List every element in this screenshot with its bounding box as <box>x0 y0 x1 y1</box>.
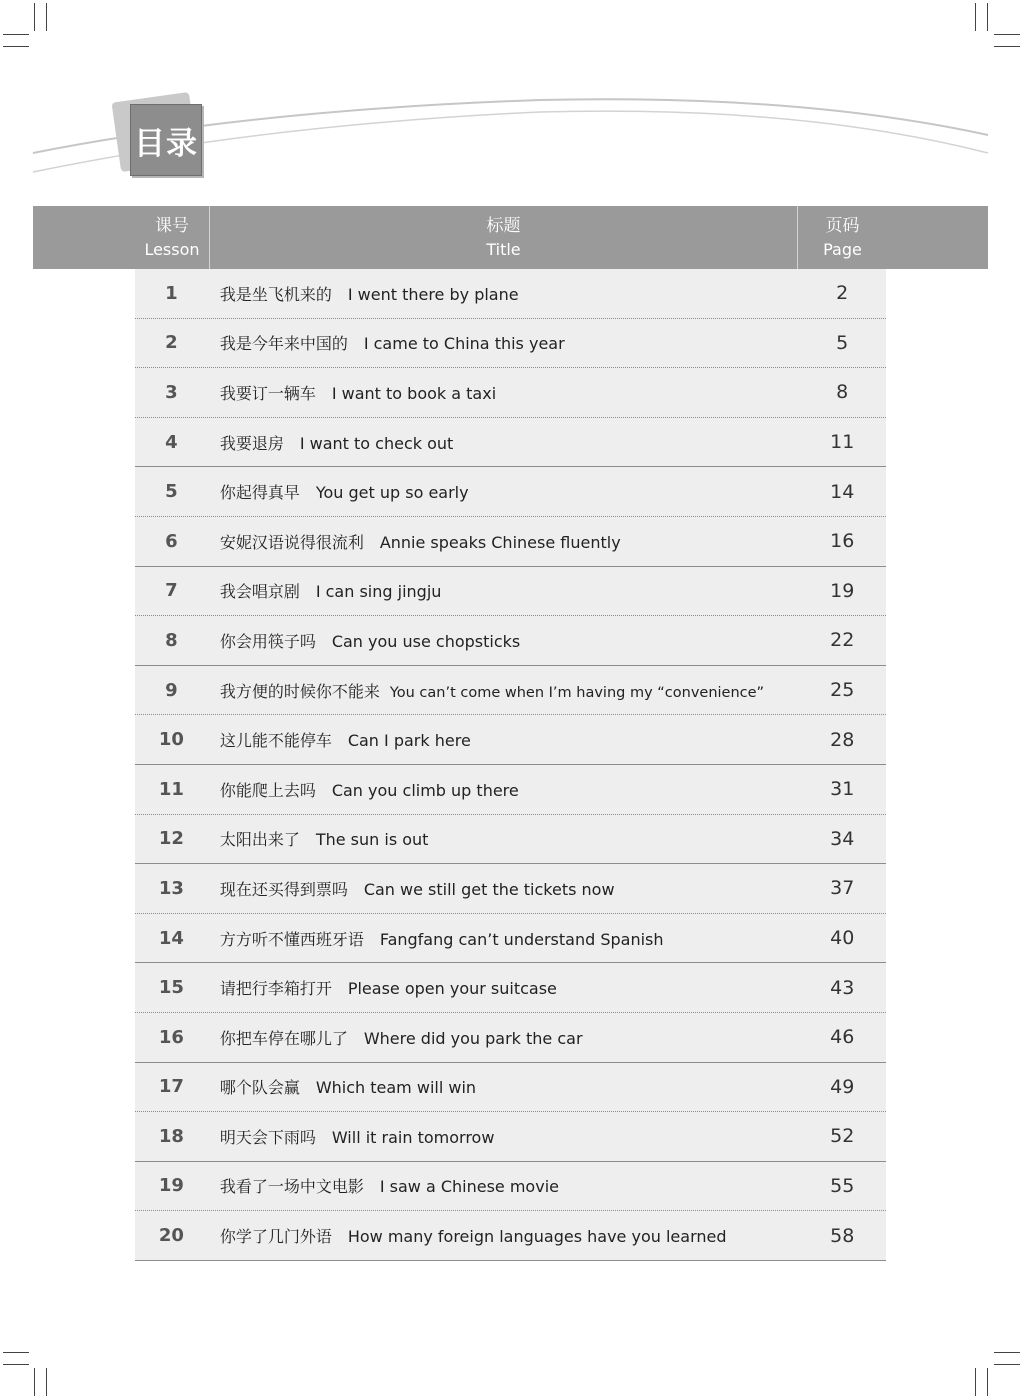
lesson-title-zh: 你起得真早 <box>219 483 300 503</box>
toc-row[interactable] <box>135 666 886 716</box>
toc-row[interactable] <box>135 418 886 468</box>
lesson-title-en: Can you use chopsticks <box>331 631 521 651</box>
lesson-number: 4 <box>165 431 178 453</box>
page-number: 19 <box>830 579 855 602</box>
crop-mark <box>3 1352 29 1353</box>
lesson-title-en: Can you climb up there <box>331 780 519 800</box>
toc-row[interactable] <box>135 765 886 815</box>
column-header-title <box>210 206 797 269</box>
lesson-title <box>208 480 799 503</box>
page-number: 14 <box>830 480 855 503</box>
toc-row[interactable] <box>135 963 886 1013</box>
column-header-page <box>798 206 887 269</box>
lesson-number: 13 <box>158 877 184 899</box>
toc-table-body <box>135 269 886 1261</box>
toc-row[interactable] <box>135 1211 886 1261</box>
lesson-title <box>208 679 799 702</box>
lesson-title <box>208 877 799 900</box>
lesson-number: 18 <box>158 1125 184 1147</box>
lesson-title-en: I want to book a taxi <box>331 383 497 403</box>
lesson-title-zh: 你能爬上去吗 <box>219 780 316 800</box>
lesson-title <box>208 331 799 354</box>
toc-row[interactable] <box>135 815 886 865</box>
toc-row[interactable] <box>135 467 886 517</box>
lesson-title <box>208 827 799 850</box>
page-number: 31 <box>830 778 855 801</box>
lesson-title-en: I saw a Chinese movie <box>379 1177 559 1197</box>
page-number: 28 <box>830 728 855 751</box>
lesson-number: 1 <box>165 282 178 304</box>
toc-row[interactable] <box>135 1013 886 1063</box>
lesson-number: 19 <box>158 1175 184 1197</box>
lesson-title-zh: 方方听不懂西班牙语 <box>219 929 364 949</box>
page-title: 目录 <box>134 125 198 162</box>
page-number: 16 <box>830 530 855 553</box>
page-number: 5 <box>836 331 849 354</box>
table-header <box>33 206 988 269</box>
lesson-number: 16 <box>158 1026 184 1048</box>
page-number: 11 <box>830 431 855 454</box>
toc-row[interactable] <box>135 368 886 418</box>
toc-row[interactable] <box>135 269 886 319</box>
page-number: 40 <box>830 927 855 950</box>
crop-mark <box>994 1364 1020 1365</box>
lesson-number: 17 <box>158 1076 184 1098</box>
toc-row[interactable] <box>135 1162 886 1212</box>
page-number: 49 <box>830 1075 855 1098</box>
toc-row[interactable] <box>135 864 886 914</box>
page-number: 58 <box>830 1224 855 1247</box>
lesson-title-en: Can I park here <box>347 731 471 751</box>
toc-row[interactable] <box>135 567 886 617</box>
lesson-header-zh: 课号 <box>155 215 189 236</box>
crop-mark <box>46 3 47 31</box>
page-number: 52 <box>830 1125 855 1148</box>
lesson-title <box>208 778 799 801</box>
crop-mark <box>994 46 1020 47</box>
toc-row[interactable] <box>135 616 886 666</box>
lesson-title-en: I want to check out <box>299 433 454 453</box>
lesson-title-zh: 你学了几门外语 <box>219 1227 332 1247</box>
toc-row[interactable] <box>135 914 886 964</box>
crop-mark <box>46 1368 47 1396</box>
page-header-zh: 页码 <box>825 215 860 236</box>
lesson-title-zh: 明天会下雨吗 <box>219 1127 316 1147</box>
crop-mark <box>987 1368 988 1396</box>
lesson-title-en: I went there by plane <box>347 284 519 304</box>
lesson-number: 12 <box>158 828 184 850</box>
page-number: 8 <box>836 381 849 404</box>
lesson-title-en: The sun is out <box>315 830 429 850</box>
lesson-title-en: You can’t come when I’m having my “convenience” <box>389 684 765 701</box>
lesson-title-zh: 我方便的时候你不能来 <box>219 681 380 701</box>
crop-mark <box>994 1352 1020 1353</box>
crop-mark <box>3 46 29 47</box>
lesson-number: 5 <box>165 481 178 503</box>
lesson-title-zh: 我要订一辆车 <box>219 383 316 403</box>
lesson-number: 15 <box>158 977 184 999</box>
lesson-title-en: How many foreign languages have you learned <box>347 1227 727 1247</box>
page-number: 37 <box>830 877 855 900</box>
lesson-title-en: Fangfang can’t understand Spanish <box>379 929 664 949</box>
lesson-title-zh: 请把行李箱打开 <box>219 979 332 999</box>
lesson-number: 7 <box>165 580 178 602</box>
toc-row[interactable] <box>135 715 886 765</box>
crop-mark <box>3 1364 29 1365</box>
lesson-title-zh: 我会唱京剧 <box>219 582 300 602</box>
lesson-title <box>208 1075 799 1098</box>
title-header-en: Title <box>486 239 521 259</box>
lesson-title <box>208 282 799 305</box>
lesson-number: 8 <box>165 629 178 651</box>
heading-tab <box>130 104 202 176</box>
page-number: 2 <box>836 282 849 305</box>
page-number: 25 <box>830 679 855 702</box>
page-number: 43 <box>830 976 855 999</box>
lesson-title-zh: 你把车停在哪儿了 <box>219 1028 348 1048</box>
lesson-number: 10 <box>158 729 184 751</box>
lesson-title-en: Annie speaks Chinese fluently <box>379 532 621 552</box>
crop-mark <box>34 1368 35 1396</box>
lesson-title-zh: 安妮汉语说得很流利 <box>219 532 364 552</box>
lesson-title-zh: 我是今年来中国的 <box>219 334 348 354</box>
lesson-number: 20 <box>158 1225 184 1247</box>
lesson-title <box>208 431 799 454</box>
lesson-number: 3 <box>165 381 178 403</box>
page-number: 34 <box>830 827 855 850</box>
toc-row[interactable] <box>135 319 886 369</box>
lesson-number: 6 <box>165 530 178 552</box>
lesson-title <box>208 1026 799 1049</box>
toc-row[interactable] <box>135 1063 886 1113</box>
page-number: 55 <box>830 1174 855 1197</box>
lesson-title-zh: 我看了一场中文电影 <box>219 1177 364 1197</box>
page-number: 46 <box>830 1026 855 1049</box>
lesson-title <box>208 976 799 999</box>
lesson-title-en: Can we still get the tickets now <box>363 879 615 899</box>
lesson-title-zh: 我是坐飞机来的 <box>219 284 332 304</box>
lesson-title-zh: 这儿能不能停车 <box>219 731 332 751</box>
lesson-title-en: I came to China this year <box>363 334 565 354</box>
title-header-zh: 标题 <box>486 215 521 236</box>
lesson-title <box>208 381 799 404</box>
lesson-title <box>208 1224 799 1247</box>
lesson-number: 2 <box>165 332 178 354</box>
crop-mark <box>987 3 988 31</box>
lesson-title <box>208 927 799 950</box>
lesson-title-en: I can sing jingju <box>315 582 442 602</box>
lesson-title-zh: 我要退房 <box>219 433 284 453</box>
crop-mark <box>975 1368 976 1396</box>
toc-row[interactable] <box>135 517 886 567</box>
toc-row[interactable] <box>135 1112 886 1162</box>
column-header-lesson <box>135 206 209 269</box>
lesson-title <box>208 728 799 751</box>
crop-mark <box>34 3 35 31</box>
lesson-title-en: Which team will win <box>315 1078 477 1098</box>
page-header-en: Page <box>823 239 862 259</box>
crop-mark <box>3 34 29 35</box>
lesson-title-en: You get up so early <box>315 483 469 503</box>
lesson-title-zh: 你会用筷子吗 <box>219 631 316 651</box>
lesson-number: 9 <box>165 679 178 701</box>
page-number: 22 <box>830 629 855 652</box>
lesson-title <box>208 579 799 602</box>
lesson-title <box>208 629 799 652</box>
crop-mark <box>994 34 1020 35</box>
lesson-title-zh: 哪个队会赢 <box>219 1078 300 1098</box>
crop-mark <box>975 3 976 31</box>
lesson-title-en: Will it rain tomorrow <box>331 1127 495 1147</box>
lesson-header-en: Lesson <box>144 239 200 259</box>
lesson-number: 14 <box>158 927 184 949</box>
lesson-title-en: Please open your suitcase <box>347 979 557 999</box>
lesson-title-zh: 太阳出来了 <box>219 830 300 850</box>
lesson-title <box>208 1125 799 1148</box>
lesson-number: 11 <box>158 778 184 800</box>
lesson-title <box>208 1174 799 1197</box>
lesson-title-zh: 现在还买得到票吗 <box>219 879 348 899</box>
lesson-title-en: Where did you park the car <box>363 1028 583 1048</box>
lesson-title <box>208 530 799 553</box>
